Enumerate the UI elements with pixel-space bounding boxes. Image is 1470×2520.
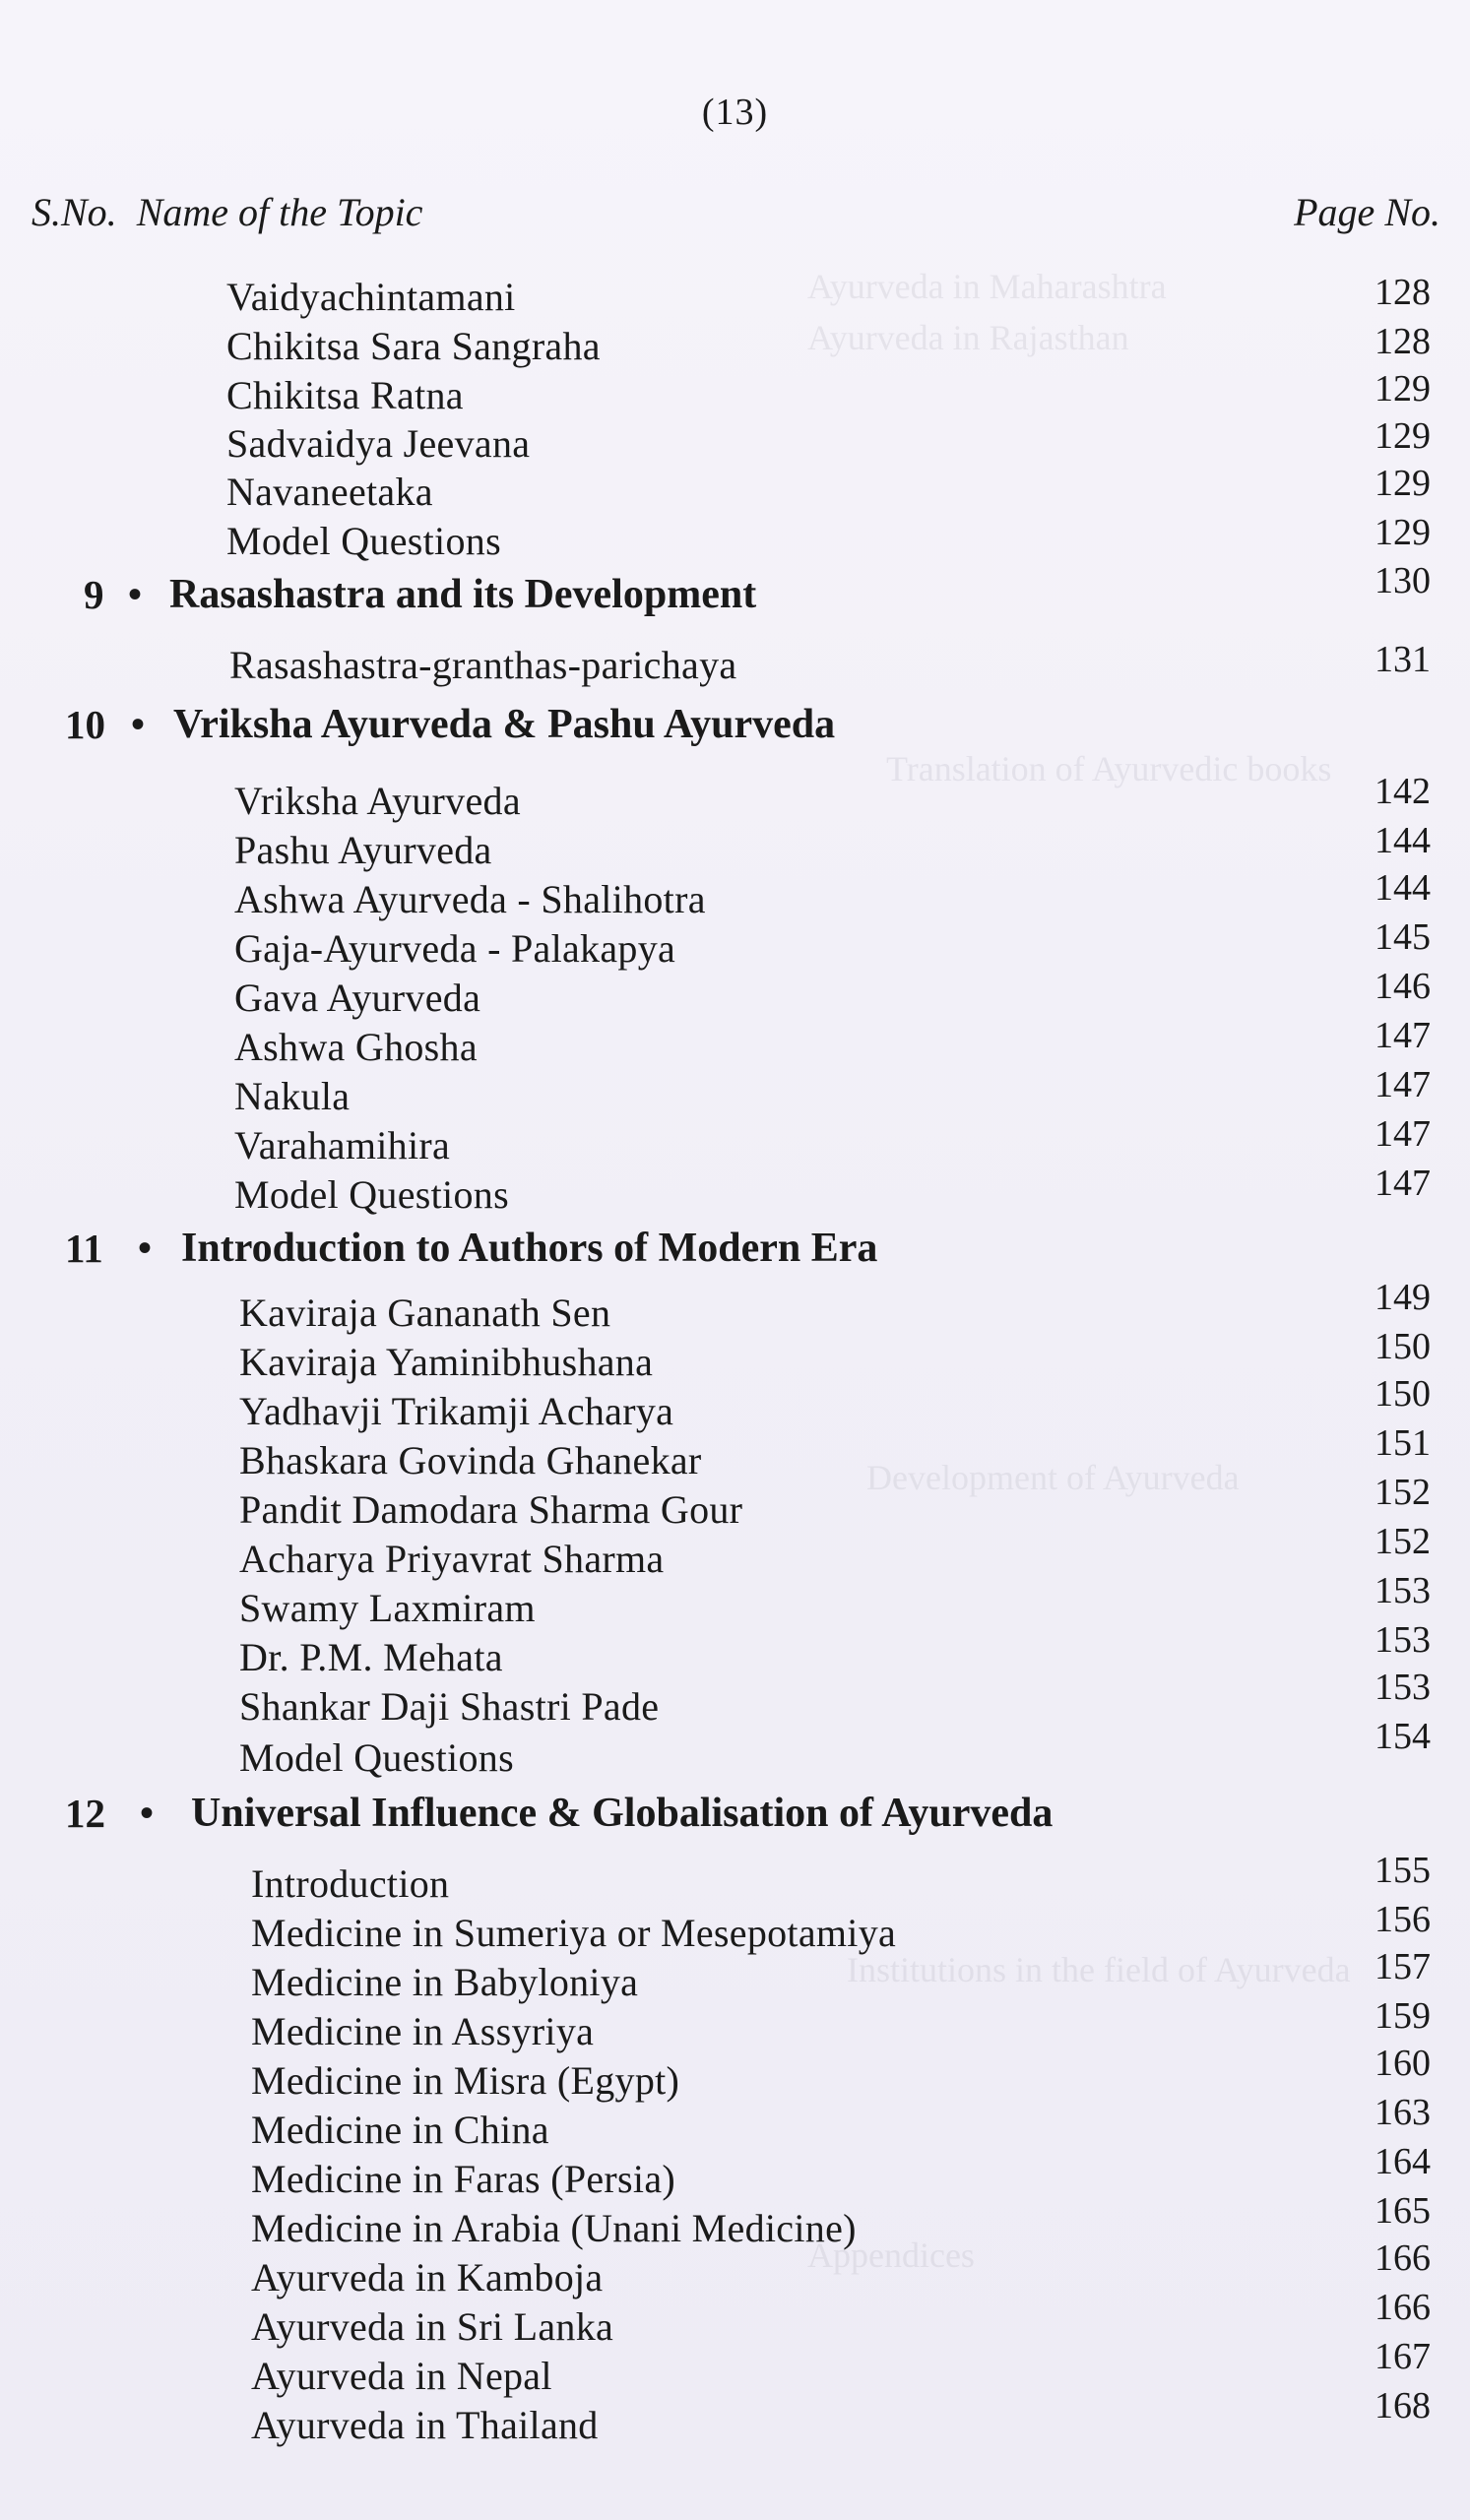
show-through-text: Translation of Ayurvedic books [886, 749, 1332, 788]
toc-entry [0, 1521, 1470, 1585]
show-through-text: Ayurveda in Rajasthan [807, 318, 1129, 357]
bullet-icon: • [128, 572, 143, 616]
topic-page-number: 163 [1374, 2092, 1431, 2133]
topic-title: Swamy Laxmiram [239, 1586, 536, 1630]
topic-title: Model Questions [234, 1172, 509, 1217]
toc-entry [0, 867, 1470, 925]
topic-page-number: 166 [1374, 2287, 1431, 2328]
topic-title: Ayurveda in Kamboja [251, 2255, 604, 2300]
topic-title: Ayurveda in Nepal [251, 2354, 552, 2398]
topic-header: Name of the Topic [136, 190, 423, 234]
topic-title: Ashwa Ghosha [234, 1025, 478, 1069]
toc-entry [0, 2043, 1470, 2107]
bullet-icon: • [131, 702, 146, 746]
toc-entry [0, 1619, 1470, 1683]
topic-title: Chikitsa Ratna [226, 373, 464, 417]
topic-page-number: 160 [1374, 2043, 1431, 2084]
chapter-number: 11 [65, 1226, 103, 1271]
toc-entry [0, 1995, 1470, 2057]
bullet-icon: • [140, 1791, 155, 1835]
toc-entry [0, 1064, 1470, 1122]
topic-page-number: 165 [1374, 2190, 1431, 2232]
topic-title: Gava Ayurveda [234, 976, 481, 1020]
chapter-row [0, 1790, 1470, 1839]
topic-title: Vriksha Ayurveda [234, 779, 521, 823]
toc-entry [0, 323, 1470, 372]
topic-page-number: 144 [1374, 820, 1431, 861]
toc-entry [0, 368, 1470, 421]
topic-title: Ayurveda in Sri Lanka [251, 2304, 614, 2349]
topic-title: Ashwa Ayurveda - Shalihotra [234, 877, 706, 921]
bullet-icon: • [138, 1226, 153, 1270]
topic-page-number: 167 [1374, 2336, 1431, 2377]
chapter-title: Rasashastra and its Development [169, 572, 757, 617]
topic-title: Sadvaidya Jeevana [226, 421, 531, 466]
toc-entry [0, 1326, 1470, 1388]
topic-page-number: 152 [1374, 1521, 1431, 1562]
toc-entry [0, 2287, 1470, 2353]
topic-page-number: 146 [1374, 966, 1431, 1007]
topic-page-number: 153 [1374, 1667, 1431, 1708]
topic-page-number: 157 [1374, 1946, 1431, 1987]
chapter-number: 12 [65, 1791, 105, 1836]
topic-title: Navaneetaka [226, 470, 433, 514]
toc-entry [0, 1422, 1470, 1486]
topic-page-number: 149 [1374, 1277, 1431, 1318]
toc-entry [0, 2385, 1470, 2451]
toc-entry [0, 1015, 1470, 1073]
chapter-number: 9 [84, 572, 104, 617]
toc-entry [0, 771, 1470, 827]
topic-title: Introduction [251, 1861, 450, 1906]
topic-title: Nakula [234, 1074, 351, 1118]
topic-title: Shankar Daji Shastri Pade [239, 1684, 660, 1729]
topic-page-number: 145 [1374, 916, 1431, 958]
sno-header: S.No. [32, 190, 117, 234]
chapter-title: Introduction to Authors of Modern Era [181, 1226, 878, 1271]
show-through-text: Ayurveda in Maharashtra [807, 267, 1167, 306]
toc-entry [0, 2336, 1470, 2402]
toc-entry [0, 2237, 1470, 2303]
toc-entry [0, 1946, 1470, 2008]
topic-title: Model Questions [226, 519, 501, 563]
chapter-title: Vriksha Ayurveda & Pashu Ayurveda [173, 702, 836, 747]
toc-entry [0, 415, 1470, 470]
topic-title: Medicine in Faras (Persia) [251, 2157, 676, 2201]
toc-entry [0, 2190, 1470, 2254]
topic-page-number: 155 [1374, 1850, 1431, 1891]
topic-title: Pashu Ayurveda [234, 828, 492, 872]
chapter-title: Universal Influence & Globalisation of Ayurveda [191, 1791, 1054, 1836]
topic-page-number: 128 [1374, 321, 1431, 362]
topic-page-number: 129 [1374, 415, 1431, 457]
topic-page-number: 159 [1374, 1995, 1431, 2037]
chapter-row [0, 560, 1470, 620]
toc-entry [0, 639, 1470, 691]
topic-title: Medicine in Sumeriya or Mesepotamiya [251, 1911, 897, 1955]
toc-entry [0, 1113, 1470, 1171]
topic-title: Chikitsa Sara Sangraha [226, 324, 601, 368]
topic-title: Medicine in Babyloniya [251, 1960, 639, 2004]
toc-entry [0, 463, 1470, 518]
topic-page-number: 129 [1374, 512, 1431, 553]
toc-entry [0, 916, 1470, 975]
show-through-text: Institutions in the field of Ayurveda [847, 1950, 1351, 1989]
topic-title: Acharya Priyavrat Sharma [239, 1537, 665, 1581]
toc-entry [0, 820, 1470, 876]
toc-entry [0, 1899, 1470, 1959]
toc-entry [0, 1667, 1470, 1732]
toc-entry [0, 512, 1470, 567]
topic-page-number: 129 [1374, 463, 1431, 504]
topic-title: Model Questions [239, 1735, 514, 1780]
page-header: Page No. [1294, 190, 1440, 234]
topic-page-number: 147 [1374, 1015, 1431, 1056]
topic-title: Bhaskara Govinda Ghanekar [239, 1438, 702, 1482]
topic-title: Medicine in Assyriya [251, 2009, 595, 2053]
topic-title: Kaviraja Yaminibhushana [239, 1340, 654, 1384]
topic-page-number: 142 [1374, 771, 1431, 812]
topic-page-number: 154 [1374, 1716, 1431, 1757]
topic-page-number: 150 [1374, 1326, 1431, 1367]
toc-entry [0, 1850, 1470, 1910]
topic-page-number: 153 [1374, 1619, 1431, 1661]
toc-entry [0, 2092, 1470, 2156]
topic-page-number: 152 [1374, 1472, 1431, 1513]
toc-entry [0, 1373, 1470, 1437]
topic-page-number: 164 [1374, 2141, 1431, 2182]
topic-page-number: 144 [1374, 867, 1431, 909]
topic-title: Ayurveda in Thailand [251, 2403, 599, 2447]
toc-entry [0, 1277, 1470, 1339]
chapter-row [0, 701, 1470, 750]
show-through-text: Development of Ayurveda [866, 1458, 1240, 1497]
topic-page-number: 153 [1374, 1570, 1431, 1611]
toc-entry [0, 1570, 1470, 1634]
topic-title: Dr. P.M. Mehata [239, 1635, 503, 1679]
topic-title: Medicine in China [251, 2108, 549, 2152]
topic-title: Rasashastra-granthas-parichaya [229, 643, 737, 687]
chapter-row [0, 1225, 1470, 1274]
topic-title: Medicine in Misra (Egypt) [251, 2058, 680, 2103]
topic-page-number: 147 [1374, 1113, 1431, 1155]
topic-page-number: 150 [1374, 1373, 1431, 1415]
column-header-topic [32, 189, 422, 235]
toc-entry [0, 1163, 1470, 1221]
topic-page-number: 147 [1374, 1064, 1431, 1105]
toc-entry [0, 1716, 1470, 1784]
topic-page-number: 128 [1374, 272, 1431, 313]
page-number: (13) [701, 92, 769, 133]
topic-page-number: 147 [1374, 1163, 1431, 1204]
topic-title: Yadhavji Trikamji Acharya [239, 1389, 674, 1433]
topic-title: Vaidyachintamani [226, 275, 516, 319]
topic-page-number: 166 [1374, 2237, 1431, 2279]
topic-page-number: 168 [1374, 2385, 1431, 2426]
chapter-number: 10 [65, 702, 105, 747]
chapter-page-number: 130 [1374, 560, 1431, 601]
topic-title: Pandit Damodara Sharma Gour [239, 1487, 743, 1532]
topic-title: Varahamihira [234, 1123, 451, 1167]
topic-page-number: 129 [1374, 368, 1431, 410]
topic-title: Medicine in Arabia (Unani Medicine) [251, 2206, 857, 2250]
toc-entry [0, 2141, 1470, 2205]
show-through-text: Appendices [807, 2236, 975, 2275]
toc-entry [0, 274, 1470, 323]
topic-page-number: 131 [1374, 639, 1431, 680]
toc-entry [0, 966, 1470, 1024]
topic-title: Kaviraja Gananath Sen [239, 1291, 611, 1335]
topic-page-number: 151 [1374, 1422, 1431, 1464]
topic-title: Gaja-Ayurveda - Palakapya [234, 926, 676, 971]
topic-page-number: 156 [1374, 1899, 1431, 1940]
